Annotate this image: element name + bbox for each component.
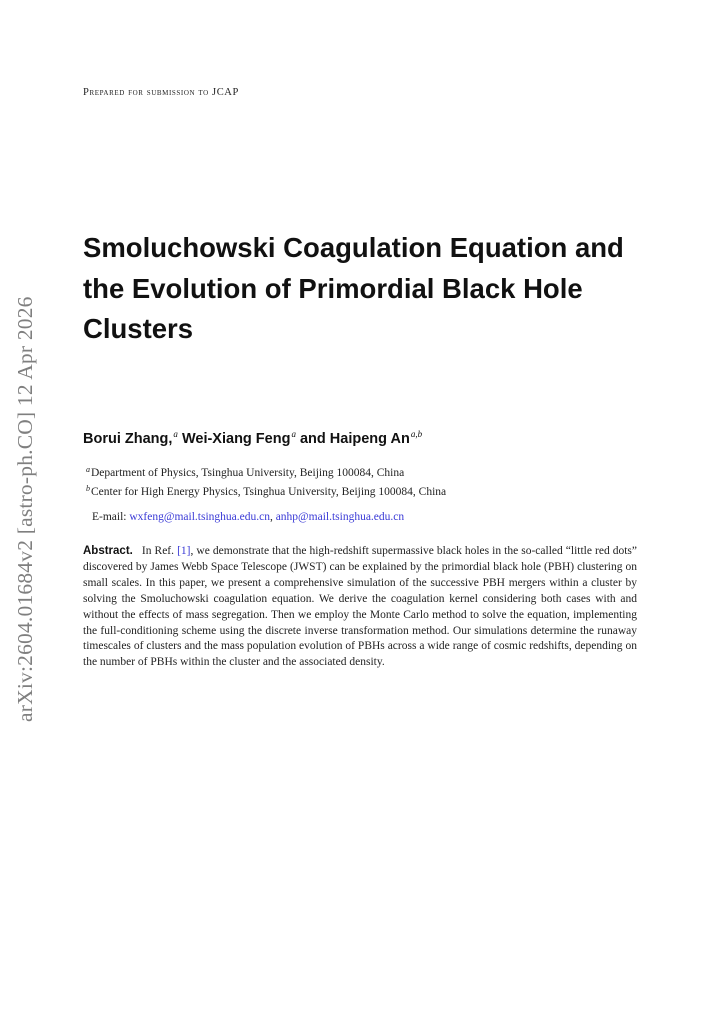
- abstract-text-start: In Ref.: [141, 545, 175, 557]
- abstract-paragraph: [83, 544, 637, 671]
- affiliation-text: Department of Physics, Tsinghua University, Beijing 100084, China: [91, 467, 405, 479]
- abstract-text-body: , we demonstrate that the high-redshift supermassive black holes in the so-called “little red dots” discovered by James Webb Space Telescope (JWST) can be explained by the primordial black hole (PBH) clustering on small scales. In this paper, we present a comprehensive simulation of the successive PBH mergers within a cluster by solving the Smoluchowski coagulation equation. We derive the coagulation kernel considering both cases with and without the effects of mass segregation. Then we employ the Monte Carlo method to solve the equation, implementing the full-conditioning scheme using the discrete inverse transformation method. Our simulations determine the runaway timescales of clusters and the mass population evolution of PBHs across a wide range of cosmic redshifts, depending on the number of PBHs within the cluster and the associated density.: [83, 545, 638, 669]
- author-list: [83, 429, 422, 447]
- author-name: Wei-Xiang Feng: [181, 431, 291, 447]
- author-connector: and: [299, 431, 326, 447]
- affiliation-a: [86, 465, 404, 479]
- author-name: Haipeng An: [329, 431, 410, 447]
- citation-link[interactable]: [1]: [177, 545, 191, 557]
- paper-title: Smoluchowski Coagulation Equation and the Evolution of Primordial Black Hole Clusters: [83, 232, 624, 344]
- email-separator: ,: [269, 511, 273, 523]
- author-affiliation-mark: a,b: [410, 429, 423, 439]
- submission-note: Prepared for submission to JCAP: [83, 87, 239, 98]
- email-link-feng[interactable]: wxfeng@mail.tsinghua.edu.cn: [129, 511, 270, 523]
- abstract-heading: Abstract.: [83, 545, 133, 557]
- email-label: E-mail:: [92, 511, 127, 523]
- arxiv-identifier-stamp: arXiv:2604.01684v2 [astro-ph.CO] 12 Apr 2026: [13, 296, 37, 722]
- author-affiliation-mark: a: [173, 429, 178, 439]
- email-link-an[interactable]: anhp@mail.tsinghua.edu.cn: [275, 511, 405, 523]
- author-name: Borui Zhang,: [83, 431, 173, 447]
- affiliation-mark: b: [86, 484, 90, 493]
- affiliation-b: [86, 484, 446, 498]
- author-affiliation-mark: a: [291, 429, 296, 439]
- affiliation-mark: a: [86, 465, 90, 474]
- email-line: [92, 511, 404, 523]
- affiliation-text: Center for High Energy Physics, Tsinghua University, Beijing 100084, China: [91, 486, 447, 498]
